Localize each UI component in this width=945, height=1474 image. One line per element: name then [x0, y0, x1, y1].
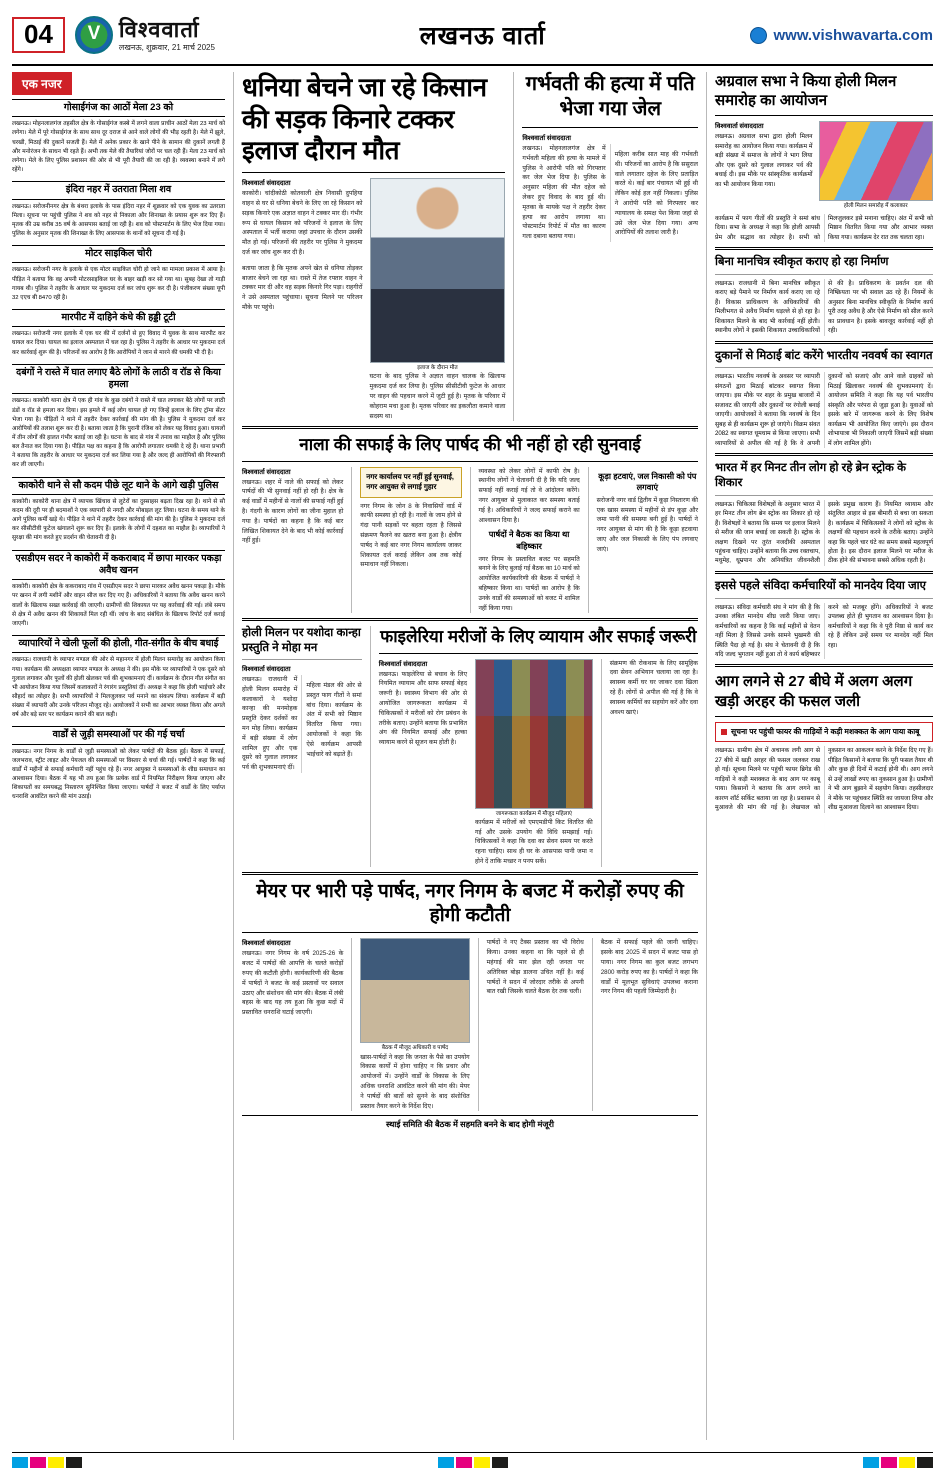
mayor-paragraph-1: लखनऊ। नगर निगम के वर्ष 2025-26 के बजट में पार्षदों की आपत्ति के चलते करोड़ों रुपए की कटौती होगी। कार्यकारिणी की बैठक में पार्षदों ने बजट के कई प्रस्तावों पर सवाल उठाए और संशोधन की मांग की। बैठक में लंबी बहस के बाद यह तय हुआ कि कुछ मदों में प्रस्तावित धनराशि घटाई जाएगी।	[242, 950, 344, 1017]
page-content	[12, 72, 933, 1440]
brand-subline: लखनऊ, शुक्रवार, 21 मार्च 2025	[118, 42, 215, 52]
byline: विश्ववार्ता संवाददाता	[715, 123, 764, 131]
nala-paragraph-3: व्यवस्था को लेकर लोगों में काफी रोष है। स्थानीय लोगों ने चेतावनी दी है कि यदि जल्द सफाई नहीं कराई गई तो वे आंदोलन करेंगे। नगर आयुक्त से मुलाकात कर समस्या बताई गई है। अधिकारियों ने जल्द सफाई कराने का आश्वासन दिया है।	[478, 467, 580, 524]
nala-headline: नाला की सफाई के लिए पार्षद की भी नहीं हो रही सुनवाई	[299, 435, 641, 455]
bina-body: लखनऊ। राजधानी में बिना मानचित्र स्वीकृत कराए बड़े पैमाने पर निर्माण कार्य कराए जा रहे हैं। विकास प्राधिकरण के अधिकारियों की मिलीभगत से अवैध निर्माण धड़ल्ले से हो रहा है। शिकायत मिलने के बाद भी कार्रवाई नहीं होती। स्थानीय लोगों ने इसकी शिकायत उच्चाधिकारियों से की है। प्राधिकरण के प्रवर्तन दल की निष्क्रियता पर भी सवाल उठ रहे हैं। नियमों के अनुसार बिना मानचित्र स्वीकृति के निर्माण कार्य पूरी तरह अवैध है और ऐसे निर्माण को सील करने का प्रावधान है। इसके बावजूद कार्रवाई नहीं हो रही।	[715, 279, 933, 335]
sidebar-item-headline: दबंगों ने रास्ते में घात लगाए बैठे लोगों के लाठी व रॉड से किया हमला	[12, 364, 225, 395]
sidebar-item-headline: व्यापारियों ने खेली फूलों की होली, गीत-संगीत के बीच बधाई	[12, 635, 225, 653]
sidebar-item-5[interactable]	[12, 477, 225, 544]
sidebar-item-7[interactable]	[12, 635, 225, 720]
column-divider	[233, 72, 234, 1440]
sidebar-item-headline: गोसाईगंज का आठों मेला 23 को	[12, 99, 225, 117]
mayor-paragraph-4: बैठक में सफाई पहले की जानी चाहिए। इसके बाद 2025 में सदन में बजट पास हो पाया। नगर निगम का कुल बजट लगभग 2800 करोड़ रुपए का है। पार्षदों ने कहा कि वार्डों में मूलभूत सुविधाएं उपलब्ध कराना नगर निगम की पहली जिम्मेदारी है।	[600, 939, 699, 996]
brain-body: लखनऊ। चिकित्सा विशेषज्ञों के अनुसार भारत में हर मिनट तीन लोग ब्रेन स्ट्रोक का शिकार हो रहे हैं। विशेषज्ञों ने बताया कि समय पर इलाज मिलने से मरीज की जान बचाई जा सकती है। स्ट्रोक के लक्षण दिखने पर तुरंत नजदीकी अस्पताल पहुंचना चाहिए। उन्होंने बताया कि उच्च रक्तचाप, मधुमेह, धूम्रपान और अनियंत्रित जीवनशैली इसके प्रमुख कारण हैं। नियमित व्यायाम और संतुलित आहार से इस बीमारी से बचा जा सकता है। कार्यक्रम में चिकित्सकों ने लोगों को स्ट्रोक के लक्षणों की पहचान करने के तरीके बताए। उन्होंने कहा कि पहले चार घंटे का समय सबसे महत्वपूर्ण होता है। इस दौरान इलाज मिलने पर मरीज के ठीक होने की संभावना सबसे अधिक रहती है।	[715, 500, 933, 565]
sidebar-item-headline: इंदिरा नहर में उतराता मिला शव	[12, 181, 225, 199]
filaria-photo	[475, 659, 593, 809]
article-brain-stroke[interactable]	[715, 461, 933, 566]
edition-title: लखनऊ वार्ता	[419, 22, 546, 50]
mayor-photo	[360, 938, 469, 1043]
sidebar-item-headline: वार्डों से जुड़ी समस्याओं पर की गई चर्चा	[12, 726, 225, 744]
nala-paragraph-2: नगर निगम के जोन 8 के निवासियों वार्ड में काफी समस्या हो रही है। नालों के जाम होने से गंदा पानी सड़कों पर बहता रहता है जिससे संक्रमण फैलने का खतरा बना हुआ है। क्षेत्रीय पार्षद ने कई बार नगर निगम कार्यालय जाकर शिकायत दर्ज कराई लेकिन अब तक कोई समाधान नहीं निकला।	[360, 502, 462, 569]
nala-pullquote: नगर कार्यालय पर नहीं हुई सुनवाई, नगर आयुक्त से लगाई गुहार	[360, 467, 461, 498]
article-aag[interactable]	[715, 672, 933, 812]
sidebar-item-body: काकोरी। काकोरी क्षेत्र के ककराबाद गांव में एसडीएम सदर ने छापा मारकर अवैध खनन पकड़ा है। मौके पर खनन में लगी मशीनें और वाहन सीज कर दिए गए हैं। अधिकारियों ने बताया कि अवैध खनन करने वालों के खिलाफ सख्त कार्रवाई की जाएगी। ग्रामीणों की शिकायत पर यह कार्रवाई की गई। लंबे समय से क्षेत्र में अवैध खनन की शिकायतें मिल रही थीं। जांच के बाद संबंधित के खिलाफ रिपोर्ट दर्ज कराई जाएगी।	[12, 584, 225, 627]
color-bars-right	[863, 1457, 933, 1468]
article-sanvida[interactable]	[715, 579, 933, 660]
byline: विश्ववार्ता संवाददाता	[378, 660, 428, 668]
article-mayor[interactable]	[242, 880, 698, 1131]
logo-icon	[75, 16, 113, 54]
lead-paragraph-2: बताया जाता है कि मृतक अपने खेत से धनिया तोड़कर बाजार बेचने जा रहा था। रास्ते में तेज रफ्तार वाहन ने टक्कर मार दी और वह सड़क किनारे गिर पड़ा। राहगीरों ने उसे अस्पताल पहुंचाया। सूचना मिलने पर परिजन मौके पर पहुंचे।	[242, 264, 363, 311]
garbhvati-paragraph-2: महिला करीब सात माह की गर्भवती थी। परिजनों का आरोप है कि ससुराल वाले लगातार दहेज के लिए प्रताड़ित करते थे। कई बार पंचायत भी हुई थी लेकिन कोई हल नहीं निकला। पुलिस ने आरोपी पति को गिरफ्तार कर न्यायालय के समक्ष पेश किया जहां से उसे जेल भेज दिया गया। अन्य आरोपियों की तलाश जारी है।	[614, 151, 698, 237]
sidebar-item-body: लखनऊ। राजधानी के व्यापार मण्डल की ओर से महानगर में होली मिलन समारोह का आयोजन किया गया। कार्यक्रम की अध्यक्षता व्यापार मण्डल के अध्यक्ष ने की। इस मौके पर व्यापारियों ने एक दूसरे को गुलाल लगाकर और फूलों की होली खेलकर पर्व की शुभकामनाएं दीं। कार्यक्रम के दौरान गीत संगीत का भी आयोजन किया गया जिसमें कलाकारों ने रंगारंग प्रस्तुतियां दीं। अध्यक्ष ने कहा कि होली भाईचारे और सौहार्द का त्योहार है। सभी व्यापारियों ने मिलजुलकर पर्व मनाने का संकल्प लिया। कार्यक्रम में बड़ी संख्या में व्यापारी और उनके परिजन मौजूद रहे। आयोजकों ने सभी का आभार व्यक्त किया और अगले वर्ष और बड़े स्तर पर कार्यक्रम कराने की बात कही।	[12, 657, 225, 719]
agrawal-headline: अग्रवाल सभा ने किया होली मिलन समारोह का आयोजन	[715, 73, 897, 110]
byline: विश्ववार्ता संवाददाता	[242, 666, 291, 674]
sanvida-headline: इससे पहले संविदा कर्मचारियों को मानदेय दिया जाए	[715, 579, 926, 592]
byline: विश्ववार्ता संवाददाता	[522, 135, 571, 142]
aag-headline: आग लगने से 27 बीघे में अलग अलग खड़ी अरहर की फसल जली	[715, 673, 913, 710]
publication-logo	[75, 16, 215, 54]
agrawal-paragraph-2: कार्यक्रम में फाग गीतों की प्रस्तुति ने समां बांध दिया। सभा के अध्यक्ष ने कहा कि होली आपसी प्रेम और सद्भाव का त्योहार है। सभी को मिलजुलकर इसे मनाना चाहिए। अंत में सभी को मिष्ठान वितरित किया गया और आभार व्यक्त किया गया। कार्यक्रम देर रात तक चलता रहा।	[715, 214, 933, 241]
filaria-headline: फाइलेरिया मरीजों के लिए व्यायाम और सफाई जरूरी	[380, 627, 697, 647]
mayor-headline: मेयर पर भारी पड़े पार्षद, नगर निगम के बजट में करोड़ों रुपए की होगी कटौती	[256, 880, 684, 926]
aag-body: लखनऊ। ग्रामीण क्षेत्र में अचानक लगी आग से 27 बीघे में खड़ी अरहर की फसल जलकर राख हो गई। सूचना मिलने पर पहुंची फायर ब्रिगेड की गाड़ियों ने कड़ी मशक्कत के बाद आग पर काबू पाया। किसानों ने बताया कि आग लगने का कारण शॉर्ट सर्किट बताया जा रहा है। प्रशासन से मुआवजे की मांग की गई है। लेखपाल को नुकसान का आकलन करने के निर्देश दिए गए हैं। पीड़ित किसानों ने बताया कि पूरी फसल तैयार थी और कुछ ही दिनों में कटाई होनी थी। आग लगने से उन्हें लाखों रुपए का नुकसान हुआ है। ग्रामीणों ने भी आग बुझाने में सहयोग किया। तहसीलदार ने मौके पर पहुंचकर स्थिति का जायजा लिया और शीघ्र मुआवजा दिलाने का आश्वासन दिया।	[715, 747, 933, 812]
sidebar-item-body: लखनऊ। सरोजनी नगर के इलाके से एक मोटर साइकिल चोरी हो जाने का मामला प्रकाश में आया है। पीड़ित ने बताया कि वह अपनी मोटरसाइकिल घर के बाहर खड़ी कर सो गया था। सुबह देखा तो गाड़ी गायब थी। पुलिस ने तहरीर के आधार पर मुकदमा दर्ज कर जांच शुरू कर दी है। पंजीकरण संख्या यूपी 32 एएच बी 8470 रही है।	[12, 267, 225, 301]
lead-headline: धनिया बेचने जा रहे किसान की सड़क किनारे टक्कर इलाज दौरान मौत	[242, 72, 487, 166]
sidebar-item-8[interactable]	[12, 726, 225, 802]
color-bars-left	[12, 1457, 82, 1468]
aag-redbox	[715, 722, 933, 743]
byline: विश्ववार्ता संवाददाता	[242, 940, 291, 948]
sidebar-item-body: काकोरी। काकोरी थाना क्षेत्र में व्यापक खिंचाव से लुटेरों का दुस्साहस बढ़ता दिख रहा है। थाने से सौ कदम की दूरी पर ही बदमाशों ने एक व्यापारी से नगदी और मोबाइल लूट लिया। घटना के समय थाने के आगे पुलिस कर्मी खड़े थे। पीड़ित ने थाने में तहरीर देकर कार्रवाई की मांग की है। पुलिस ने मुकदमा दर्ज कर सीसीटीवी फुटेज खंगालने शुरू कर दिए हैं। इलाके के लोगों में दहशत का माहौल है। व्यापारियों ने सुरक्षा की मांग करते हुए प्रदर्शन की चेतावनी दी है।	[12, 498, 225, 542]
lead-paragraph-1: काकोरी। चांदीकोठी कोतवाली क्षेत्र निवासी दुपहिया वाहन से घर से धनिया बेचने के लिए जा रहे किसान को सड़क किनारे एक अज्ञात वाहन ने टक्कर मार दी। गंभीर रूप से घायल किसान को परिजनों ने इलाज के लिए अस्पताल में भर्ती कराया जहां उपचार के दौरान उसकी मौत हो गई। परिजनों की तहरीर पर पुलिस ने मुकदमा दर्ज कर जांच शुरू कर दी है।	[242, 190, 363, 256]
holi-yashoda-paragraph-2: महिला मंडल की ओर से प्रस्तुत फाग गीतों ने समां बांध दिया। कार्यक्रम के अंत में सभी को मिष्ठान वितरित किया गया। आयोजकों ने कहा कि ऐसे कार्यक्रम आपसी भाईचारे को बढ़ाते हैं।	[306, 682, 362, 758]
article-filaria[interactable]	[379, 626, 698, 867]
holi-yashoda-headline: होली मिलन पर यशोदा कान्हा प्रस्तुति ने मोहा मन	[242, 627, 361, 654]
filaria-paragraph-2: कार्यक्रम में मरीजों को एमएमडीपी किट वितरित की गई और उसके उपयोग की विधि समझाई गई। चिकित्सकों ने कहा कि दवा का सेवन समय पर करते रहना चाहिए। साथ ही घर के आसपास पानी जमा न होने दें ताकि मच्छर न पनप सकें।	[475, 818, 593, 866]
byline: विश्ववार्ता संवाददाता	[242, 468, 291, 476]
sidebar-item-body: लखनऊ। सरोजनीनगर क्षेत्र के बंथरा इलाके के पास इंदिरा नहर में शुक्रवार को एक युवक का उतराता मिला। सूचना पर पहुंची पुलिस ने शव को नहर से निकाला और शिनाख्त के प्रयास शुरू कर दिए हैं। मृतक की उम्र करीब 35 वर्ष के आसपास बताई जा रही है। शव को पोस्टमार्टम के लिए भेज दिया गया। पुलिस के अनुसार मृतक की शिनाख्त के लिए आसपास के थानों को सूचना दी गई है।	[12, 203, 225, 237]
main-content	[242, 72, 698, 1440]
article-lead[interactable]	[242, 72, 505, 421]
masthead	[12, 10, 933, 66]
garbhvati-paragraph-1: लखनऊ। मोहनलालगंज क्षेत्र में गर्भवती महिला की हत्या के मामले में पुलिस ने आरोपी पति को गिरफ्तार कर जेल भेज दिया है। पुलिस के अनुसार महिला की मौत दहेज को लेकर हुए विवाद के बाद हुई थी। मृतका के मायके पक्ष ने तहरीर देकर हत्या का आरोप लगाया था। पोस्टमार्टम रिपोर्ट में मौत का कारण गला दबाना बताया गया।	[522, 145, 606, 241]
mayor-paragraph-3: पार्षदों ने नए टैक्स प्रस्ताव का भी विरोध किया। उनका कहना था कि पहले से ही महंगाई की मार झेल रही जनता पर अतिरिक्त बोझ डालना उचित नहीं है। कई पार्षदों ने सदन में जोरदार तरीके से अपनी बात रखी जिसके चलते बैठक देर तक चली।	[486, 939, 584, 996]
sidebar-item-1[interactable]	[12, 181, 225, 239]
mayor-photo-caption: बैठक में मौजूद अधिकारी व पार्षद	[381, 1045, 449, 1052]
brand-name: विश्ववार्ता	[118, 16, 200, 42]
nala-subhead-2-body: सरोजनी नगर वार्ड द्वितीय में कूड़ा निस्तारण की एक खास समस्या में महीनों से डंप कूड़ा और जमा पानी की समस्या बनी हुई है। पार्षदों ने नगर आयुक्त से मांग की है कि कूड़ा हटवाया जाए और जल निकासी के लिए पंप लगवाए जाएं।	[596, 496, 698, 553]
byline: विश्ववार्ता संवाददाता	[242, 180, 291, 188]
sidebar-ek-nazar	[12, 72, 225, 1440]
agrawal-photo	[819, 121, 933, 201]
sidebar-item-0[interactable]	[12, 99, 225, 175]
sidebar-item-headline: मारपीट में दाहिने कंधे की हड्डी टूटी	[12, 309, 225, 327]
aag-redbox-text: सूचना पर पहुंची फायर की गाड़ियों ने कड़ी मशक्कत के आग पाया काबू	[731, 726, 920, 736]
sidebar-label: एक नजर	[12, 72, 72, 95]
filaria-paragraph-3: संक्रमण की रोकथाम के लिए सामूहिक दवा सेवन अभियान चलाया जा रहा है। स्वास्थ्य कर्मी घर घर जाकर दवा खिला रहे हैं। लोगों से अपील की गई है कि वे स्वास्थ्य कर्मियों का सहयोग करें और दवा अवश्य खाएं।	[609, 659, 698, 716]
sidebar-item-headline: काकोरी थाने से सौ कदम पीछे लूट थाने के आगे खड़ी पुलिस	[12, 477, 225, 495]
sidebar-item-body: लखनऊ। नगर निगम के वार्डों से जुड़ी समस्याओं को लेकर पार्षदों की बैठक हुई। बैठक में सफाई, जलभराव, स्ट्रीट लाइट और पेयजल की समस्याओं पर विस्तार से चर्चा की गई। पार्षदों ने कहा कि कई वार्डों में महीनों से सफाई कर्मचारी नहीं पहुंच रहे हैं। नगर आयुक्त ने समस्याओं के शीघ्र समाधान का आश्वासन दिया। बैठक में यह भी तय हुआ कि प्रत्येक वार्ड में नियमित निरीक्षण किया जाएगा और शिकायतों का समयबद्ध निस्तारण सुनिश्चित किया जाएगा। पार्षदों ने बजट में वार्डों के लिए पर्याप्त धनराशि आवंटित करने की मांग उठाई।	[12, 748, 225, 801]
sidebar-item-4[interactable]	[12, 364, 225, 471]
article-holi-yashoda[interactable]	[242, 626, 362, 867]
garbhvati-headline: गर्भवती की हत्या में पति भेजा गया जेल	[525, 73, 695, 120]
website-url: www.vishwavarta.com	[773, 26, 933, 44]
sidebar-item-2[interactable]	[12, 245, 225, 303]
filaria-photo-caption: जागरूकता कार्यक्रम में मौजूद महिलाएं	[495, 810, 572, 817]
website-link[interactable]	[750, 27, 933, 44]
nala-subhead-2: कूड़ा हटवाएं, जल निकासी को पंप लगवाएं	[598, 471, 697, 492]
sidebar-item-headline: मोटर साइकिल चोरी	[12, 245, 225, 263]
sidebar-item-headline: एसडीएम सदर ने काकोरी में ककराबाद में छापा मारकर पकड़ा अवैध खनन	[12, 550, 225, 581]
filaria-paragraph-1: लखनऊ। फाइलेरिया से बचाव के लिए नियमित व्यायाम और साफ सफाई बेहद जरूरी है। स्वास्थ्य विभाग की ओर से आयोजित जागरूकता कार्यक्रम में चिकित्सकों ने मरीजों को रोग प्रबंधन के तरीके बताए। उन्होंने बताया कि प्रभावित अंग की नियमित सफाई और हल्का व्यायाम करने से सूजन कम होती है।	[378, 670, 468, 747]
brain-headline: भारत में हर मिनट तीन लोग हो रहे ब्रेन स्ट्रोक के शिकार	[715, 461, 906, 489]
sidebar-item-body: लखनऊ। काकोरी थाना क्षेत्र में एक ही गांव के कुछ दबंगों ने रास्ते में घात लगाकर बैठे लोगों पर लाठी डंडों व रॉड से हमला कर दिया। इस हमले में कई लोग घायल हो गए जिन्हें इलाज के लिए ट्रॉमा सेंटर भेजा गया है। पीड़ितों ने थाने में तहरीर देकर कार्रवाई की मांग की है। पुलिस ने मुकदमा दर्ज कर आरोपियों की तलाश शुरू कर दी है। बताया जाता है कि पुरानी रंजिश को लेकर यह विवाद हुआ। घायलों में तीन लोगों की हालत गंभीर बताई जा रही है। घटना के बाद से गांव में तनाव का माहौल है और पुलिस बल तैनात कर दिया गया है। पीड़ित पक्ष का कहना है कि आरोपी लगातार धमकी दे रहे हैं। थाना प्रभारी ने बताया कि तहरीर के आधार पर मुकदमा दर्ज कर लिया गया है और जल्द ही आरोपियों की गिरफ्तारी कर ली जाएगी।	[12, 398, 225, 469]
right-rail	[715, 72, 933, 1440]
sidebar-item-body: लखनऊ। मोहनलालगंज तहसील क्षेत्र के गोसाईगंज कस्बे में लगने वाला प्राचीन आठों मेला 23 मार्च को लगेगा। मेले में पूरे गोसाईगंज के साथ साथ दूर दराज से आने वाले लोगों की भीड़ रहती है। मेले में झूले, चरखी, मिठाई की दुकानें सजती हैं। मेले में अनेक प्रकार के खाने पीने के सामान की दुकानें लगती हैं और मनोरंजन के साधन भी रहते हैं। अभी तक मेले की तैयारियां जोरों पर चल रही हैं। मेला 23 मार्च को लगेगा। मेले के लिए पुलिस प्रशासन की ओर से भी पूरी तैयारी की जा रही है। व्यवस्था बनाने में लगे रहेंगे।	[12, 121, 225, 174]
article-nala[interactable]	[242, 434, 698, 613]
dukanon-body: लखनऊ। भारतीय नववर्ष के अवसर पर व्यापारी संगठनों द्वारा मिठाई बांटकर स्वागत किया जाएगा। इस मौके पर शहर के प्रमुख बाजारों में सजावट की जाएगी और दुकानों पर रंगोली बनाई जाएगी। आयोजकों ने बताया कि नववर्ष के दिन सुबह से ही कार्यक्रम शुरू हो जाएंगे। विक्रम संवत 2082 का स्वागत धूमधाम से किया जाएगा। सभी व्यापारियों से अपील की गई है कि वे अपनी दुकानों को सजाएं और आने वाले ग्राहकों को मिठाई खिलाकर नववर्ष की शुभकामनाएं दें। आयोजन समिति ने कहा कि यह पर्व भारतीय संस्कृति और परंपरा से जुड़ा हुआ है। युवाओं को इसके बारे में जागरूक करने के लिए विशेष कार्यक्रम भी आयोजित किए जाएंगे। इस दौरान शोभायात्रा भी निकाली जाएगी जिसमें बड़ी संख्या में लोग शामिल होंगे।	[715, 373, 933, 447]
column-divider	[706, 72, 707, 1440]
lead-paragraph-3: घटना के बाद पुलिस ने अज्ञात वाहन चालक के खिलाफ मुकदमा दर्ज कर लिया है। पुलिस सीसीटीवी फुटेज के आधार पर वाहन की पहचान करने में जुटी हुई है। मृतक के परिवार में कोहराम मचा हुआ है। मृतक परिवार का इकलौता कमाने वाला सदस्य था।	[369, 373, 506, 420]
sanvida-body: लखनऊ। संविदा कर्मचारी संघ ने मांग की है कि उनका लंबित मानदेय शीघ्र जारी किया जाए। कर्मचारियों का कहना है कि कई महीनों से वेतन नहीं मिला है जिससे उनके सामने भुखमरी की स्थिति पैदा हो गई है। संघ ने चेतावनी दी है कि यदि जल्द भुगतान नहीं हुआ तो वे कार्य बहिष्कार करने को मजबूर होंगे। अधिकारियों ने बजट उपलब्ध होते ही भुगतान का आश्वासन दिया है। कर्मचारियों ने कहा कि वे पूरी निष्ठा से कार्य कर रहे हैं लेकिन उन्हें समय पर मानदेय नहीं मिल रहा।	[715, 603, 933, 659]
holi-yashoda-paragraph-1: लखनऊ। राजधानी में होली मिलन समारोह में कलाकारों ने यशोदा कान्हा की मनमोहक प्रस्तुति देकर दर्शकों का मन मोह लिया। कार्यक्रम में बड़ी संख्या में लोग शामिल हुए और एक दूसरे को गुलाल लगाकर पर्व की शुभकामनाएं दीं।	[242, 676, 298, 772]
bina-headline: बिना मानचित्र स्वीकृत कराए हो रहा निर्माण	[715, 255, 889, 268]
print-registration-bars	[12, 1452, 933, 1468]
page-number: 04	[12, 17, 65, 54]
sidebar-item-3[interactable]	[12, 309, 225, 358]
mayor-paragraph-2: खास-पार्षदों ने कहा कि जनता के पैसे का उपयोग विकास कार्यों में होना चाहिए न कि प्रचार और आयोजनों में। उन्होंने वार्डों के विकास के लिए अधिक धनराशि आवंटित करने की मांग की। मेयर ने पार्षदों की बातों को सुनने के बाद संशोधित प्रस्ताव तैयार करने के निर्देश दिए।	[360, 1053, 470, 1110]
lead-photo	[370, 178, 506, 363]
nala-subhead-1-body: नगर निगम के प्रस्तावित बजट पर सहमति बनाने के लिए बुलाई गई बैठक का 10 मार्च को आयोजित कार्यकारिणी की बैठक में पार्षदों ने बहिष्कार किया था। पार्षदों का आरोप है कि उनके वार्डों की समस्याओं को बजट में शामिल नहीं किया गया।	[478, 555, 580, 612]
article-dukanon[interactable]	[715, 349, 933, 448]
agrawal-photo-caption: होली मिलन समारोह में कलाकार	[843, 203, 908, 210]
mayor-subhead: स्थाई समिति की बैठक में सहमति बनने के बाद होगी मंजूरी	[242, 1115, 698, 1130]
nala-lead-paragraph: लखनऊ। शहर में नाले की सफाई को लेकर पार्षदों की भी सुनवाई नहीं हो रही है। क्षेत्र के कई वार्डों में महीनों से नालों की सफाई नहीं हुई है। गंदगी के कारण लोगों का जीना मुहाल हो गया है। पार्षदों का कहना है कि कई बार लिखित शिकायत देने के बाद भी कोई कार्रवाई नहीं हुई।	[242, 478, 344, 545]
sidebar-item-body: लखनऊ। सरोजनी नगर इलाके में एक घर की में दर्जनों से हुए विवाद में युवक के साथ मारपीट कर घायल कर दिया। घायल का इलाज अस्पताल में चल रहा है। पुलिस ने तहरीर के आधार पर मुकदमा दर्ज कर कार्रवाई शुरू की है। परिजनों का आरोप है कि आरोपियों ने जान से मारने की धमकी भी दी है।	[12, 331, 225, 356]
article-agrawal[interactable]	[715, 72, 933, 242]
nala-subhead-1: पार्षदों ने बैठक का किया था बहिष्कार	[488, 530, 570, 551]
dukanon-headline: दुकानों से मिठाई बांट करेंगे भारतीय नववर्ष का स्वागत	[715, 349, 933, 362]
sidebar-item-6[interactable]	[12, 550, 225, 629]
color-bars-mid	[438, 1457, 508, 1468]
article-bina-manchitra[interactable]	[715, 255, 933, 336]
lead-photo-caption: इलाज के दौरान मौत	[417, 365, 458, 372]
bullet-icon	[721, 727, 731, 736]
globe-icon	[750, 27, 767, 44]
article-garbhvati[interactable]	[522, 72, 698, 421]
agrawal-paragraph-1: लखनऊ। अग्रवाल सभा द्वारा होली मिलन समारोह का आयोजन किया गया। कार्यक्रम में बड़ी संख्या में समाज के लोगों ने भाग लिया और एक दूसरे को गुलाल लगाकर पर्व की बधाई दी। इस मौके पर सांस्कृतिक कार्यक्रमों का भी आयोजन किया गया।	[715, 133, 813, 188]
